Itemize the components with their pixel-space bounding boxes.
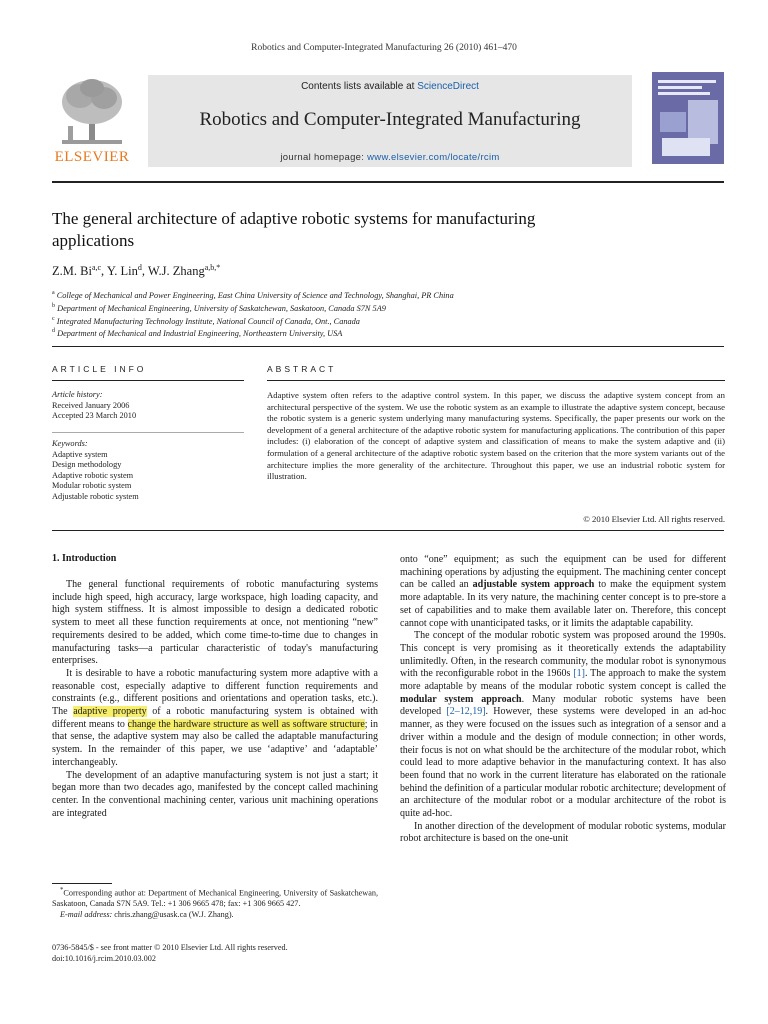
body-column-left: [52, 579, 378, 820]
abstract-text: Adaptive system often refers to the adaptive control system. In this paper, we discuss the adaptive system concept from an architectural perspective of the system. We use the robotic system as an example to illustrate the adaptive system concept, because the robotic system is a generic system underlying many manufacturing systems. Specifically, the paper presents our work on the development of a general architecture of the adaptive robotic system for manufacturing applications. The contribution of this paper includes: (i) elaboration of the concept of adaptive system and classification of means to make the system adaptive and (ii) formulation of a general architecture of the adaptive robotic system based on the criterion that the more system variants out of the architecture implies the more generality of the architecture. Throughout this paper, we use an industrial robotic system for illustration.: [267, 390, 725, 482]
publisher-wordmark: ELSEVIER: [54, 149, 130, 165]
section-heading: 1. Introduction: [52, 553, 117, 564]
keyword: Design methodology: [52, 460, 122, 470]
doi-line: doi:10.1016/j.rcim.2010.03.002: [52, 954, 156, 963]
received-date: Received January 2006: [52, 400, 130, 410]
highlight: adaptive property: [73, 706, 147, 718]
abstract-copyright: © 2010 Elsevier Ltd. All rights reserved.: [583, 514, 725, 524]
keyword: Adjustable robotic system: [52, 491, 139, 501]
keywords-label: Keywords:: [52, 439, 88, 448]
bold-term: modular system approach: [400, 693, 522, 705]
highlight: change the hardware structure as well as software structure: [127, 718, 365, 730]
author-affil-marker: d: [137, 263, 142, 272]
elsevier-logo: [52, 74, 132, 166]
paper-title: The general architecture of adaptive robotic systems for manufacturing applications: [52, 209, 536, 250]
body-start-rule: [52, 530, 724, 531]
abstract-heading: ABSTRACT: [267, 364, 337, 374]
keyword: Modular robotic system: [52, 481, 132, 491]
accepted-date: Accepted 23 March 2010: [52, 411, 137, 421]
citation-link[interactable]: [2–12,19]: [446, 706, 486, 718]
corresponding-author-footnote: [52, 886, 378, 921]
journal-banner: [148, 75, 632, 167]
cover-text-line: [658, 86, 702, 89]
keyword-list: [52, 439, 242, 503]
contents-prefix: Contents lists available at: [301, 81, 418, 92]
body-column-right: [400, 554, 726, 846]
paragraph: The development of an adaptive manufacturing system is not just a start; it began more than two decades ago, manifested by the concept called machining center. In the conventional machining center, various unit machining operations are integrated: [52, 769, 378, 819]
footnote-email: E-mail address: chris.zhang@usask.ca (W.J. Zhang).: [60, 909, 234, 919]
article-history: [52, 390, 242, 422]
article-info-heading: ARTICLE INFO: [52, 364, 147, 374]
homepage-prefix: journal homepage:: [280, 152, 368, 163]
cover-text-line: [658, 92, 710, 95]
author: W.J. Zhang: [147, 264, 205, 279]
article-info-rule: [52, 380, 244, 381]
homepage-link[interactable]: www.elsevier.com/locate/rcim: [367, 152, 500, 163]
journal-homepage: [148, 152, 632, 163]
keyword: Adaptive robotic system: [52, 470, 134, 480]
paragraph: In another direction of the development of modular robotic systems, modular robot architecture is based on the one-unit: [400, 820, 726, 845]
abstract-rule: [267, 380, 725, 381]
bold-term: adjustable system approach: [472, 579, 595, 591]
footnote-rule: [52, 883, 112, 884]
journal-title: Robotics and Computer-Integrated Manufacturing: [199, 109, 581, 130]
paragraph: It is desirable to have a robotic manufacturing system more adaptive with a reasonable cost, especially adaptive to different function requirements and constraints (e.g., different positions and orientations and operation tasks, etc.). The adaptive property of a robotic manufacturing system is obtained with different means to change the hardware structure as well as software structure; in that sense, the adaptive system may also be called the adaptable manufacturing system. In the remainder of this paper, we use ‘adaptive’ and ‘adaptable’ interchangeably.: [52, 667, 379, 768]
paragraph: The general functional requirements of robotic manufacturing systems include high speed, high accuracy, large workspace, high loading capacity, and high system stiffness. It is almost impossible to design a dedicated robotic system to meet all these function requirements at once, not mentioning “new” requirements desired to be added, which come time-to-time due to changes in manufacturing tasks—a particular characteristic of today's manufacturing enterprises.: [52, 579, 378, 667]
cover-shape: [660, 112, 686, 132]
author: Z.M. Bi: [52, 264, 92, 279]
tree-icon: [52, 74, 132, 150]
cover-text-line: [658, 80, 716, 83]
keywords-rule: [52, 432, 244, 433]
front-matter-rule: [52, 346, 724, 347]
keyword: Adaptive system: [52, 449, 108, 459]
footnote-text: *Corresponding author at: Department of Mechanical Engineering, University of Saskatchewan, Saskatoon, Canada S7N 5A9. Tel.: +1 306 9665 478; fax: +1 306 9665 427.: [52, 887, 378, 909]
author-list: Z.M. Bi$^{a,c}$, Y. Lin$^d$, W.J. Zhang$^{a,b,*}$: [52, 263, 221, 279]
contents-line: [148, 81, 632, 92]
author-affil-marker: a,c: [91, 263, 102, 272]
affiliation: $^d$ Department of Mechanical and Industrial Engineering, Northeastern University, USA: [52, 328, 343, 339]
journal-cover-thumbnail: [652, 72, 724, 164]
paragraph: onto “one” equipment; as such the equipment can be used for different machining operations by adjusting the equipment. The machining center concept can be called an adjustable system approach to make the equipment system more adaptable. In its very nature, the machining center concept is to pre-store a set of capabilities and to make them available later on. Therefore, this concept cannot cope with unanticipated tasks, or it limits the adaptable capability.: [400, 554, 726, 629]
author-affil-marker: a,b,*: [204, 263, 221, 272]
paragraph: The concept of the modular robotic system was proposed around the 1990s. This concept is very promising as it theoretically extends the adaptability unlimitedly. Often, in the research community, the modular robot is synonymous with the reconfigurable robot in the 1960s [1]. The approach to make the system more adaptable by means of the modular robotic system concept is called the modular system approach. Many modular robotic systems have been developed [2–12,19]. However, these systems were developed in an ad-hoc manner, as they were focused on the issues such as integration of a sensor and a driver within a module and the design of module connection; in other words, their focus is not on what should be the architecture of the modular robot, which could lead to more adaptive behavior in the manufacturing context. It has also been found that no work in the current literature has elaborated on the rationale behind the definition of a particular modular robotic architecture; development of an architecture of the modular robot or a modular architecture of the robot is quite ad-hoc.: [400, 630, 726, 820]
affiliation: $^c$ Integrated Manufacturing Technology Institute, National Council of Canada, Ont., Canada: [52, 315, 360, 326]
affiliation: $^a$ College of Mechanical and Power Engineering, East China University of Science and Technology, Shanghai, PR China: [52, 290, 454, 300]
running-head: Robotics and Computer-Integrated Manufacturing 26 (2010) 461–470: [251, 43, 517, 53]
sciencedirect-link[interactable]: ScienceDirect: [417, 81, 479, 92]
author: Y. Lin: [106, 264, 138, 279]
journal-masthead: [52, 72, 724, 172]
history-label: Article history:: [52, 390, 103, 399]
affiliation: $^b$ Department of Mechanical Engineering, University of Saskatchewan, Saskatoon, Canada S7N 5A9: [52, 302, 386, 313]
masthead-rule: [52, 181, 724, 183]
affiliation-list: [52, 288, 724, 339]
issn-line: 0736-5845/$ - see front matter © 2010 Elsevier Ltd. All rights reserved.: [52, 943, 288, 952]
citation-link[interactable]: [1]: [573, 668, 585, 680]
publication-meta: [52, 942, 378, 964]
cover-shape: [662, 138, 710, 156]
